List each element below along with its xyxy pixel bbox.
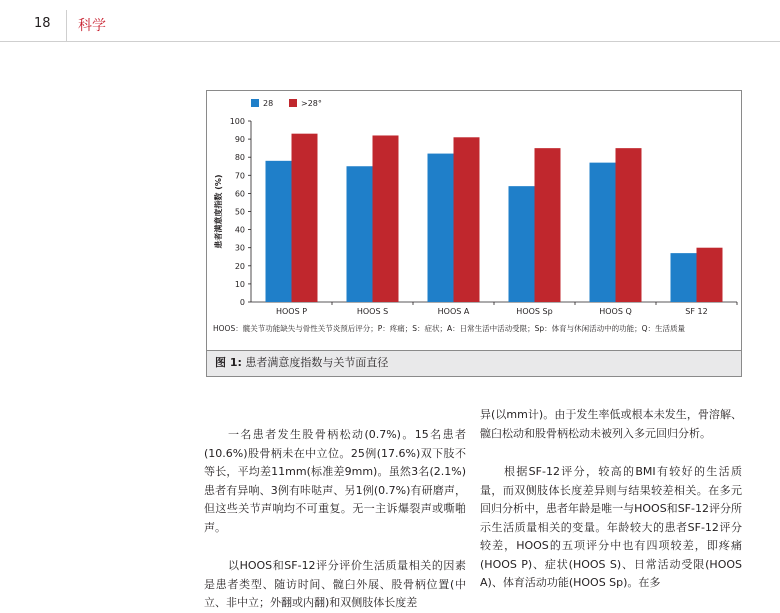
x-tick-label: HOOS P [275,307,308,316]
body-column-left [204,426,466,613]
bar-series-1 [428,154,454,302]
y-tick-label: 80 [234,153,245,163]
bar-chart [207,111,741,351]
paragraph: 异(以mm计)。由于发生率低或根本未发生，骨溶解、髋臼松动和股骨柄松动未被列入多元回归分析。 [480,408,742,440]
bar-series-2 [373,135,399,302]
legend-item-series-2 [289,99,322,108]
bar-series-1 [671,253,697,302]
header-divider [66,10,67,41]
x-tick-label: HOOS S [356,307,389,316]
bar-series-1 [347,166,373,302]
figure-footnote: HOOS：髋关节功能缺失与骨性关节炎预后评分；P：疼痛；S：症状；A：日常生活中活动受限；Sp：体育与休闲活动中的功能；Q：生活质量 [213,324,686,333]
y-tick-label: 10 [234,279,245,289]
paragraph: 根据SF-12评分，较高的BMI有较好的生活质量，而双侧肢体长度差异则与结果较差相关。在多元回归分析中，患者年龄是唯一与HOOS和SF-12评分所示生活质量相关的变量。年龄较大的患者SF-12评分较差，HOOS的五项评分中也有四项较差，即疼痛(HOOS P)、症状(HOOS S)、日常活动受限(HOOS A)、体育活动功能(HOOS Sp)。在多 [480,465,742,589]
figure-caption-text: 患者满意度指数与关节面直径 [241,356,389,369]
x-tick-label: HOOS Sp [516,307,553,316]
legend-label-series-2: >28° [301,99,322,108]
figure-caption-label: 图 1: [215,356,242,369]
bar-series-1 [266,161,292,302]
body-column-right [480,406,742,593]
legend-item-series-1 [251,99,273,108]
page-header [0,0,780,46]
legend-swatch-series-2 [289,99,297,107]
bar-series-2 [292,134,318,302]
y-tick-label: 90 [234,135,245,145]
y-tick-label: 20 [234,261,245,271]
page-number: 18 [34,16,51,31]
y-tick-label: 0 [239,298,245,307]
bar-series-2 [454,137,480,302]
legend-label-series-1: 28 [263,99,274,108]
bar-series-1 [509,186,535,302]
bar-series-2 [697,248,723,302]
y-tick-label: 40 [234,225,245,235]
y-axis-label: 患者满意度指数 (%) [214,174,223,249]
figure-caption [207,350,741,376]
y-tick-label: 100 [229,117,245,126]
running-header-title: 科学 [78,18,106,34]
bar-series-2 [535,148,561,302]
paragraph: 一名患者发生股骨柄松动(0.7%)。15名患者(10.6%)股骨柄未在中立位。25例(17.6%)双下肢不等长，平均差11mm(标准差9mm)。虽然3名(2.1%)患者有异响、3例有咔哒声、另1例(0.7%)有研磨声，但这些关节声响均不可重复。无一主诉爆裂声或嘶啪声。 [204,428,466,534]
x-tick-label: HOOS Q [599,307,632,316]
paragraph: 以HOOS和SF-12评分评价生活质量相关的因素是患者类型、随访时间、髋臼外展、股骨柄位置(中立、非中立；外翻或内翻)和双侧肢体长度差 [204,559,466,609]
y-tick-label: 70 [234,171,245,181]
legend-swatch-series-1 [251,99,259,107]
x-tick-label: HOOS A [437,307,470,316]
bar-series-1 [590,163,616,302]
x-tick-label: SF 12 [685,307,708,316]
y-tick-label: 50 [234,207,245,217]
y-tick-label: 30 [234,243,245,253]
bar-series-2 [616,148,642,302]
y-tick-label: 60 [234,189,245,199]
figure-1 [206,90,742,377]
header-rule [0,41,780,42]
